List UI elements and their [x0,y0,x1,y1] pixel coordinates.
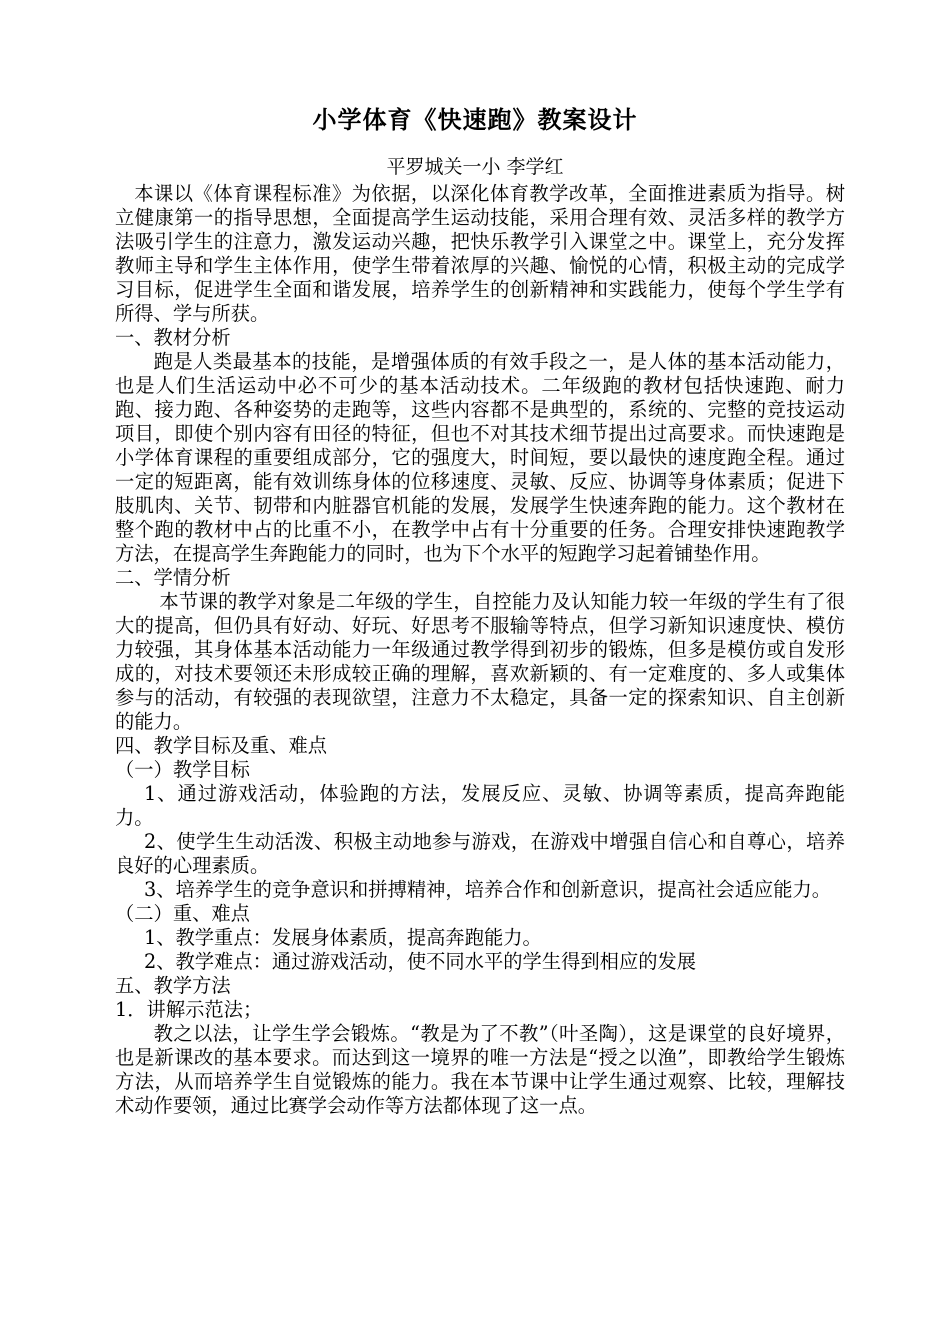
intro-paragraph: 本课以《体育课程标准》为依据，以深化体育教学改革，全面推进素质为指导。树立健康第一的指导思想，全面提高学生运动技能，采用合理有效、灵活多样的教学方法吸引学生的注意力，激发运动兴趣，把快乐教学引入课堂之中。课堂上，充分发挥教师主导和学生主体作用，使学生带着浓厚的兴趣、愉悦的心情，积极主动的完成学习目标，促进学生全面和谐发展，培养学生的创新精神和实践能力，使每个学生学有所得、学与所获。 [115,182,845,325]
subsection-heading-teaching-goals: （一）教学目标 [115,758,250,781]
goal-item-3: 3、培养学生的竞争意识和拼搏精神，培养合作和创新意识，提高社会适应能力。 [143,878,832,901]
key-point-1: 1、教学重点：发展身体素质，提高奔跑能力。 [143,926,542,949]
goal-item-2: 2、使学生生动活泼、积极主动地参与游戏，在游戏中增强自信心和自尊心，培养良好的心理素质。 [115,830,845,877]
author-line: 平罗城关一小 李学红 [386,156,564,178]
method-heading-1: 1．讲解示范法； [115,998,263,1021]
section-heading-student-analysis: 二、学情分析 [115,566,231,589]
section-heading-textbook-analysis: 一、教材分析 [115,326,231,349]
document-title: 小学体育《快速跑》教案设计 [312,106,638,134]
textbook-analysis-paragraph: 跑是人类最基本的技能，是增强体质的有效手段之一，是人体的基本活动能力，也是人们生活运动中必不可少的基本活动技术。二年级跑的教材包括快速跑、耐力跑、接力跑、各种姿势的走跑等，这些内容都不是典型的，系统的、完整的竞技运动项目，即使个别内容有田径的特征，但也不对其技术细节提出过高要求。而快速跑是小学体育课程的重要组成部分，它的强度大，时间短，要以最快的速度跑全程。通过一定的短距离，能有效训练身体的位移速度、灵敏、反应、协调等身体素质；促进下肢肌肉、关节、韧带和内脏器官机能的发展，发展学生快速奔跑的能力。这个教材在整个跑的教材中占的比重不小，在教学中占有十分重要的任务。合理安排快速跑教学方法，在提高学生奔跑能力的同时，也为下个水平的短跑学习起着铺垫作用。 [115,350,845,565]
subsection-heading-key-points: （二）重、难点 [115,902,250,925]
method-paragraph-1: 教之以法，让学生学会锻炼。“教是为了不教”（叶圣陶），这是课堂的良好境界，也是新课改的基本要求。而达到这一境界的唯一方法是“授之以渔”，即教给学生锻炼方法，从而培养学生自觉锻炼的能力。我在本节课中让学生通过观察、比较，理解技术动作要领，通过比赛学会动作等方法都体现了这一点。 [115,1022,845,1117]
section-heading-methods: 五、教学方法 [115,974,231,997]
key-point-2: 2、教学难点：通过游戏活动，使不同水平的学生得到相应的发展 [143,950,697,973]
goal-item-1: 1、通过游戏活动，体验跑的方法，发展反应、灵敏、协调等素质，提高奔跑能力。 [115,782,845,829]
section-heading-goals: 四、教学目标及重、难点 [115,734,328,757]
document-body [115,182,845,1118]
student-analysis-paragraph: 本节课的教学对象是二年级的学生，自控能力及认知能力较一年级的学生有了很大的提高，但仍具有好动、好玩、好思考不服输等特点，但学习新知识速度快、模仿力较强，其身体基本活动能力一年级通过教学得到初步的锻炼，但多是模仿或自发形成的，对技术要领还未形成较正确的理解，喜欢新颖的、有一定难度的、多人或集体参与的活动，有较强的表现欲望，注意力不太稳定，具备一定的探索知识、自主创新的能力。 [115,590,845,733]
